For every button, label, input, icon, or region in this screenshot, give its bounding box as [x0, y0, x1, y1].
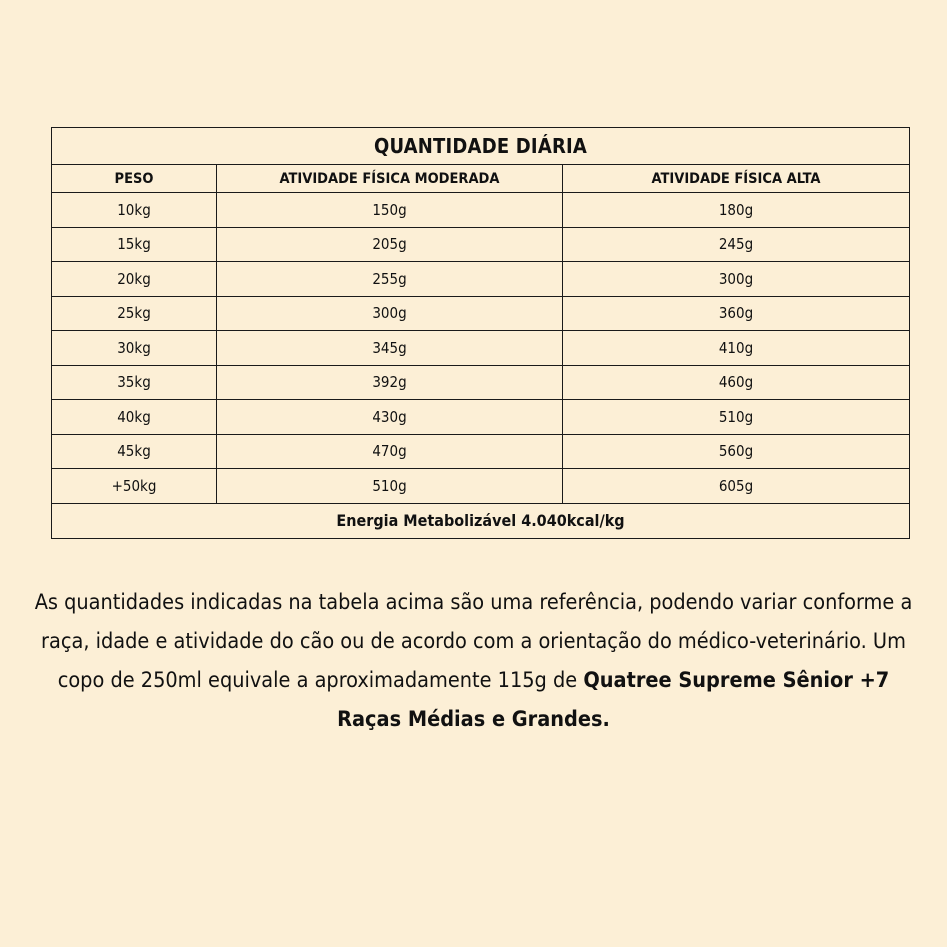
- weight-cell: 10kg: [52, 193, 217, 228]
- high-amount-cell: 510g: [563, 400, 910, 435]
- weight-cell: 15kg: [52, 227, 217, 262]
- table-row: [52, 365, 910, 400]
- moderate-amount-cell: 392g: [217, 365, 563, 400]
- moderate-amount-cell: 430g: [217, 400, 563, 435]
- moderate-amount-cell: 205g: [217, 227, 563, 262]
- header-weight: PESO: [52, 165, 217, 193]
- weight-cell: +50kg: [52, 469, 217, 504]
- table-row: [52, 193, 910, 228]
- high-amount-cell: 560g: [563, 434, 910, 469]
- table-row: [52, 296, 910, 331]
- high-amount-cell: 460g: [563, 365, 910, 400]
- feeding-note: [30, 583, 917, 739]
- feeding-table: [51, 127, 910, 539]
- feeding-note-text: As quantidades indicadas na tabela acima são uma referência, podendo variar conforme a raça, idade e atividade do cão ou de acordo com a orientação do médico-veterinário. Um copo de 250ml equivale a aproximadamente 115g de: [34, 589, 913, 693]
- table-row: [52, 331, 910, 366]
- high-amount-cell: 180g: [563, 193, 910, 228]
- table-title: QUANTIDADE DIÁRIA: [52, 128, 910, 165]
- high-amount-cell: 410g: [563, 331, 910, 366]
- high-amount-cell: 300g: [563, 262, 910, 297]
- table-row: [52, 434, 910, 469]
- header-moderate-activity: ATIVIDADE FÍSICA MODERADA: [217, 165, 563, 193]
- table-row: [52, 262, 910, 297]
- high-amount-cell: 245g: [563, 227, 910, 262]
- moderate-amount-cell: 470g: [217, 434, 563, 469]
- moderate-amount-cell: 345g: [217, 331, 563, 366]
- weight-cell: 25kg: [52, 296, 217, 331]
- weight-cell: 40kg: [52, 400, 217, 435]
- high-amount-cell: 360g: [563, 296, 910, 331]
- header-high-activity: ATIVIDADE FÍSICA ALTA: [563, 165, 910, 193]
- metabolizable-energy-footer: Energia Metabolizável 4.040kcal/kg: [52, 503, 910, 538]
- moderate-amount-cell: 255g: [217, 262, 563, 297]
- weight-cell: 45kg: [52, 434, 217, 469]
- table-row: [52, 227, 910, 262]
- moderate-amount-cell: 150g: [217, 193, 563, 228]
- table-row: [52, 400, 910, 435]
- high-amount-cell: 605g: [563, 469, 910, 504]
- weight-cell: 30kg: [52, 331, 217, 366]
- moderate-amount-cell: 300g: [217, 296, 563, 331]
- table-row: [52, 469, 910, 504]
- moderate-amount-cell: 510g: [217, 469, 563, 504]
- weight-cell: 35kg: [52, 365, 217, 400]
- product-name: Quatree Supreme Sênior +7 Raças Médias e Grandes.: [337, 667, 890, 732]
- weight-cell: 20kg: [52, 262, 217, 297]
